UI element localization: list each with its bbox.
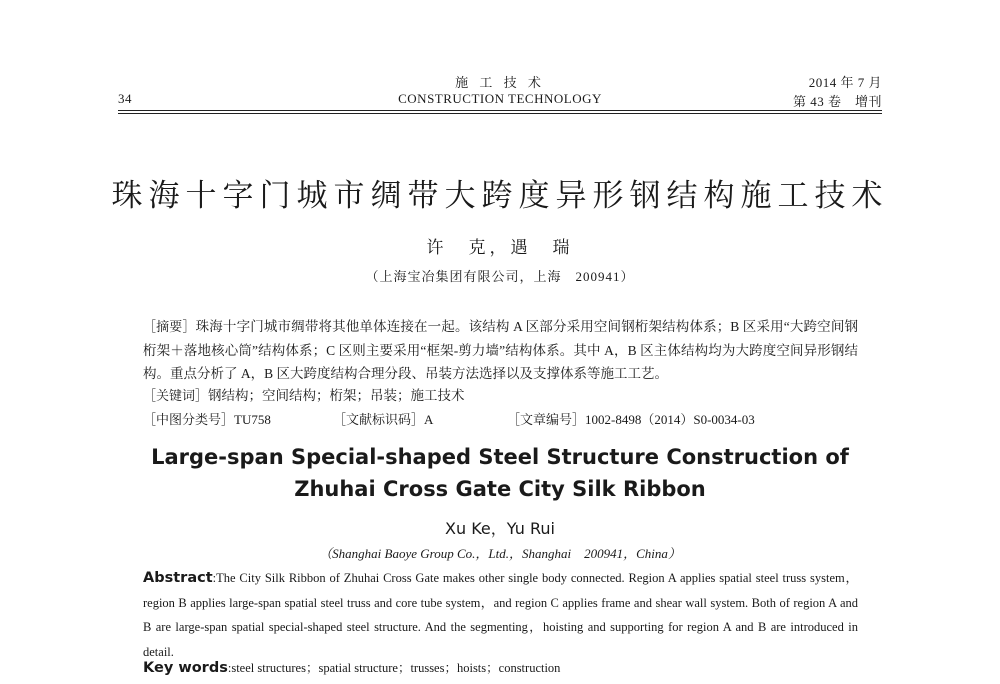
header-rule-top bbox=[118, 110, 882, 111]
volume-info: 第 43 卷 增刊 bbox=[792, 94, 882, 109]
clc-label: ［中图分类号］ bbox=[143, 413, 235, 428]
keywords-label-cn: ［关键词］ bbox=[143, 389, 209, 404]
article-number-label: ［文章编号］ bbox=[507, 413, 586, 428]
article-title-en-line1: Large-span Special-shaped Steel Structure Construction of bbox=[151, 445, 849, 469]
article-number bbox=[507, 408, 755, 432]
abstract-text-cn: 珠海十字门城市绸带将其他单体连接在一起。该结构 A 区部分采用空间钢桁架结构体系；B 区采用“大跨空间钢桁架＋落地核心筒”结构体系；C 区则主要采用“框架-剪力墙”结构体系。其中 A，B 区主体结构均为大跨度空间异形钢结构。重点分析了 A，B 区大跨度结构合理分段、吊装方法选择以及支撑体系等施工工艺。 bbox=[143, 319, 858, 381]
issue-date: 2014 年 7 月 bbox=[808, 75, 882, 90]
abstract-text-en: The City Silk Ribbon of Zhuhai Cross Gate makes other single body connected. Region A applies spatial steel truss system，region B applies large-span spatial steel truss and core tube system，and region C applies frame and shear wall system. Both of region A and B are large-span spatial special-shaped steel structure. And the segmenting，hoisting and supporting for region A and B are introduced in detail. bbox=[143, 571, 858, 659]
affiliation-cn: （上海宝冶集团有限公司，上海 200941） bbox=[365, 269, 635, 284]
journal-title-cn: 施 工 技 术 bbox=[455, 75, 545, 90]
keywords-cn bbox=[143, 384, 858, 408]
header-rule-bottom bbox=[118, 113, 882, 114]
keywords-en: Key words:steel structures；spatial structure；trusses；hoists；construction bbox=[143, 660, 561, 676]
keywords-text-cn: 钢结构；空间结构；桁架；吊装；施工技术 bbox=[208, 388, 465, 403]
keywords-text-en: steel structures；spatial structure；trusses；hoists；construction bbox=[231, 661, 561, 675]
authors-cn: 许 克，遇 瑞 bbox=[426, 238, 574, 257]
journal-title-en: CONSTRUCTION TECHNOLOGY bbox=[398, 91, 602, 106]
abstract-en: Abstract:The City Silk Ribbon of Zhuhai Cross Gate makes other single body connected. Region A applies spatial steel truss system，region B applies large-span spatial steel truss and core tube system，and region C applies frame and shear wall system. Both of region A and B are large-span spatial special-shaped steel structure. And the segmenting，hoisting and supporting for region A and B are introduced in detail. bbox=[143, 570, 858, 659]
article-title-cn: 珠海十字门城市绸带大跨度异形钢结构施工技术 bbox=[111, 178, 889, 214]
abstract-label-en: Abstract bbox=[143, 570, 213, 586]
document-code bbox=[333, 408, 433, 432]
clc-number bbox=[143, 408, 271, 432]
document-code-label: ［文献标识码］ bbox=[333, 413, 425, 428]
clc-value: TU758 bbox=[234, 412, 271, 427]
document-code-value: A bbox=[424, 412, 434, 427]
abstract-label-cn: ［摘要］ bbox=[143, 320, 196, 335]
abstract-cn bbox=[143, 315, 858, 385]
affiliation-en: （Shanghai Baoye Group Co.，Ltd.，Shanghai 200941，China） bbox=[319, 546, 681, 561]
page-number: 34 bbox=[118, 91, 132, 106]
keywords-label-en: Key words bbox=[143, 660, 228, 676]
article-title-en-line2: Zhuhai Cross Gate City Silk Ribbon bbox=[294, 477, 706, 501]
article-number-value: 1002-8498（2014）S0-0034-03 bbox=[585, 412, 755, 427]
authors-en: Xu Ke，Yu Rui bbox=[445, 519, 555, 538]
